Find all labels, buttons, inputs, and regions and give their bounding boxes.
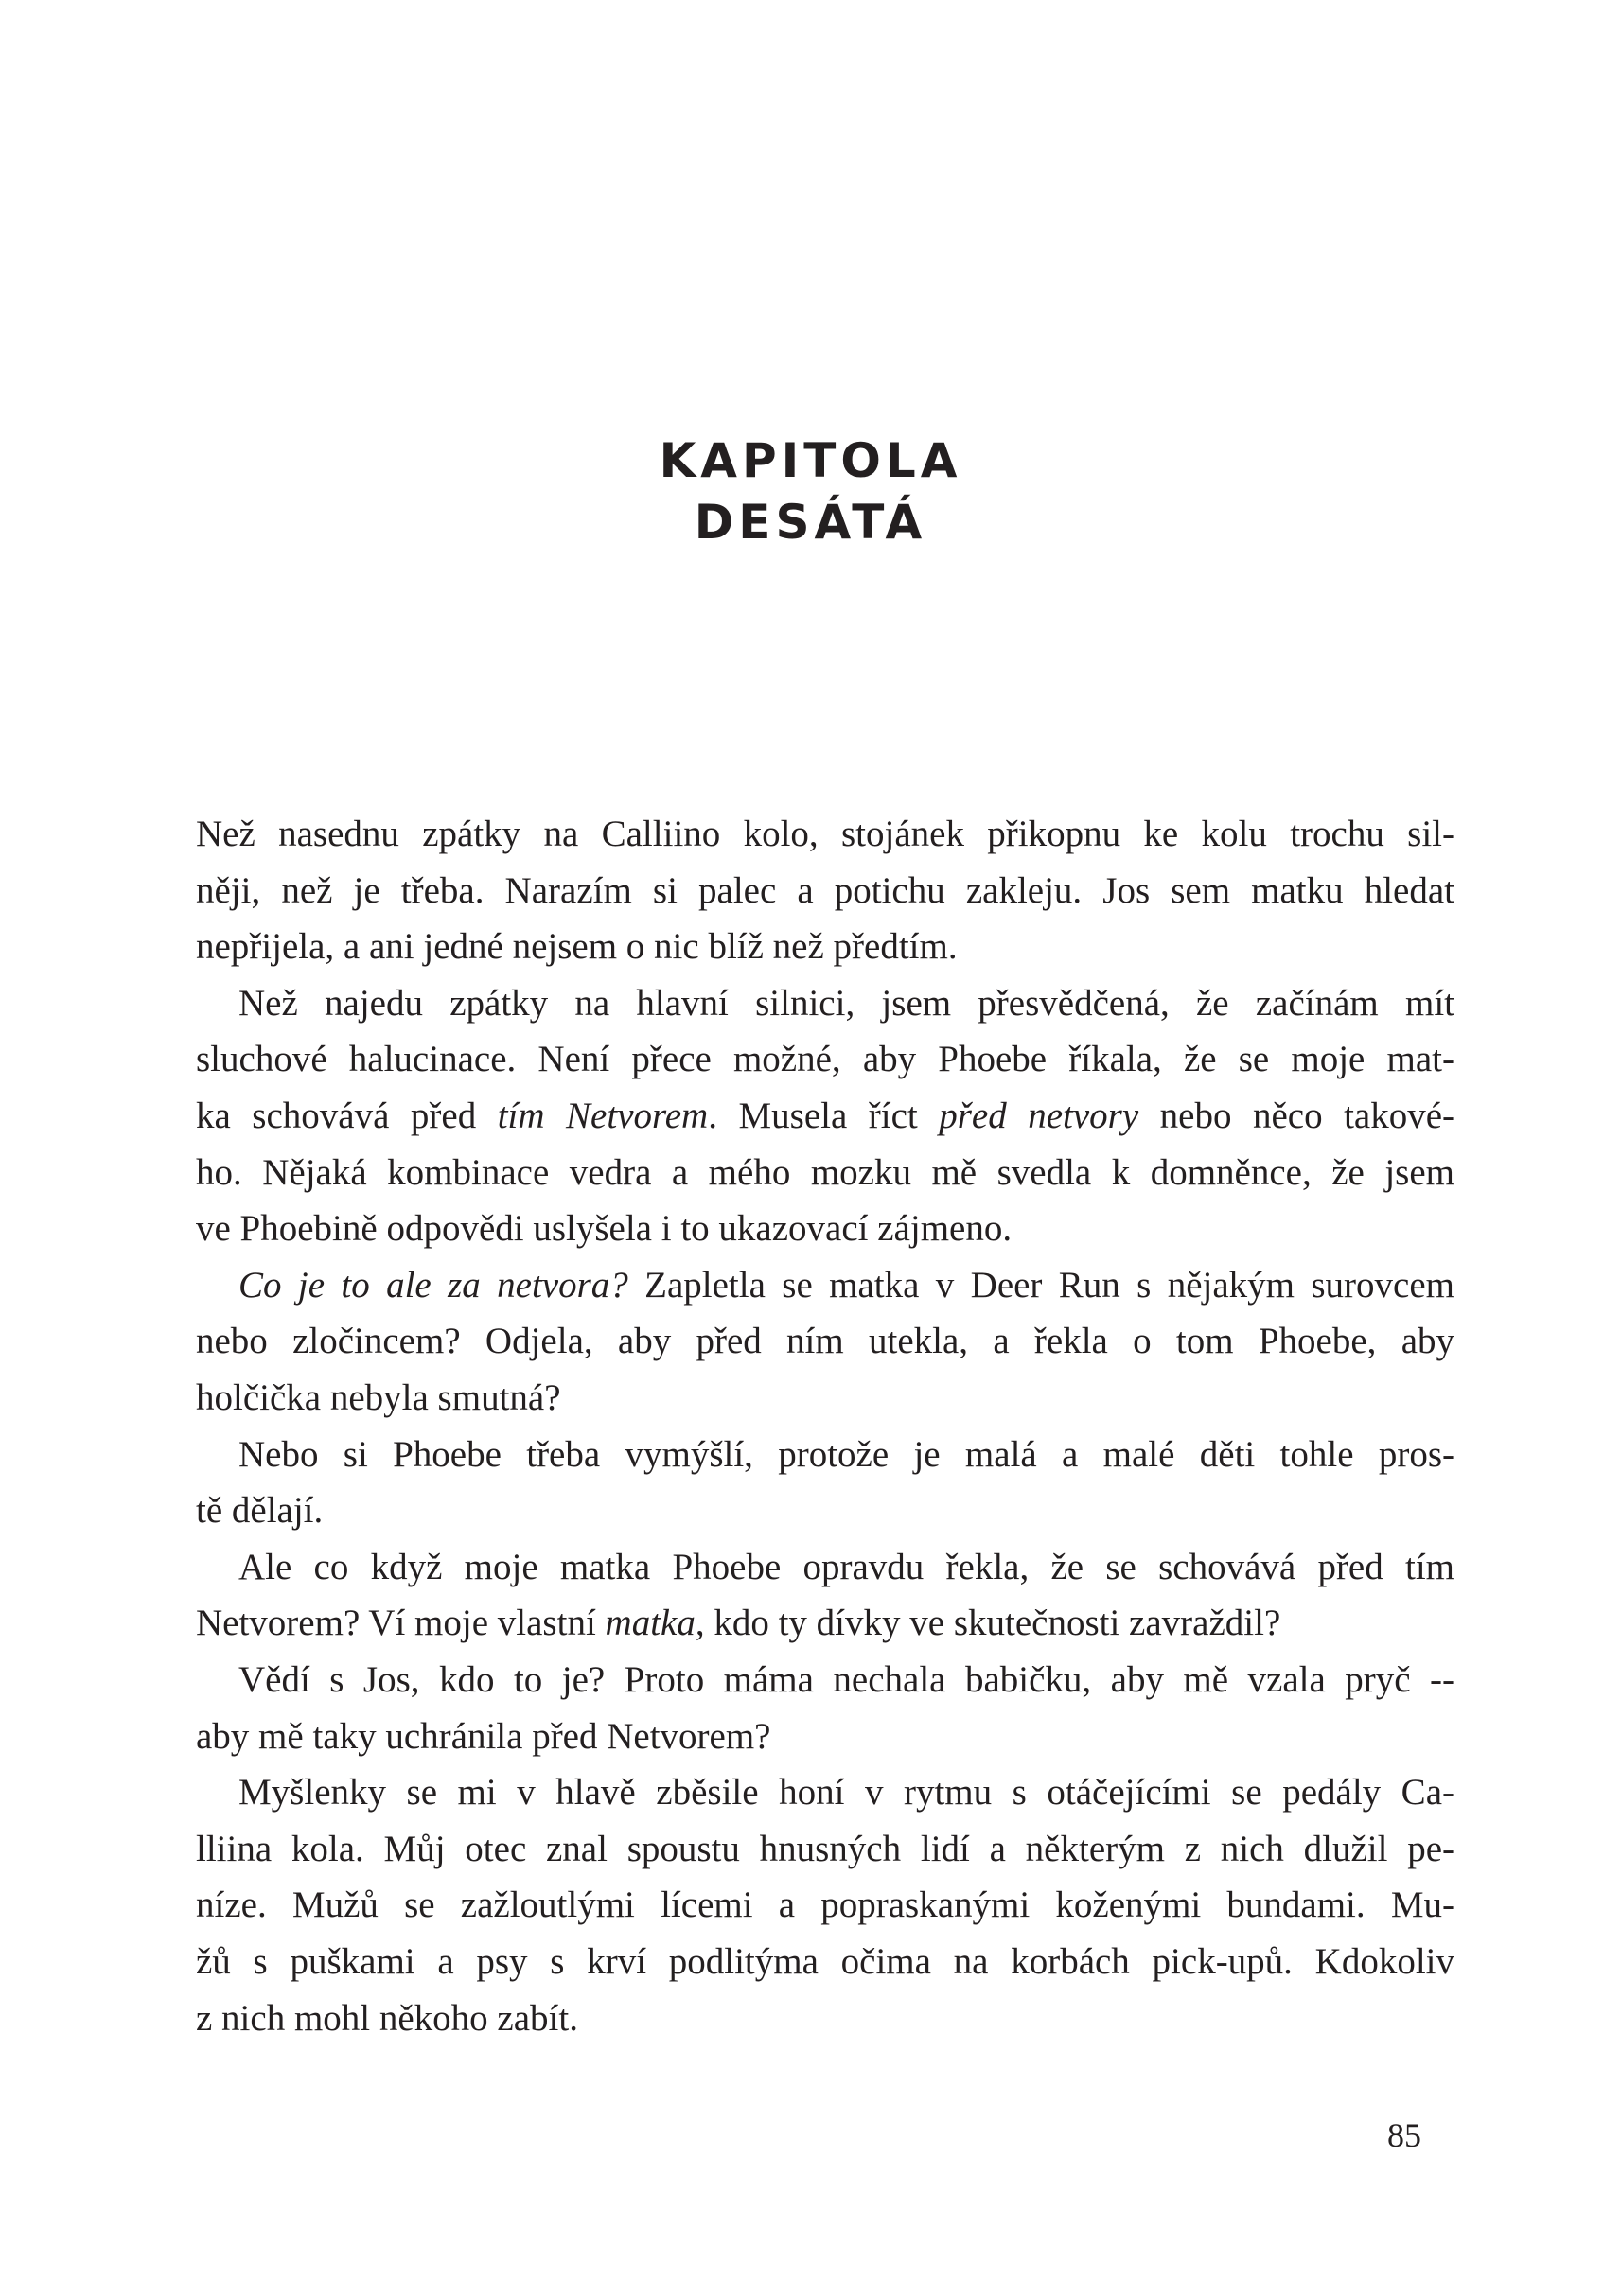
italic-text: před netvory xyxy=(939,1095,1139,1136)
text-line xyxy=(196,863,1454,920)
text-segment: ve Phoebině odpovědi uslyšela i to ukazovací zájmeno. xyxy=(196,1208,1013,1250)
text-line xyxy=(196,1595,1454,1652)
text-line xyxy=(238,1764,1454,1821)
text-segment: nebo zločincem? Odjela, aby před ním utekla, a řekla o tom Phoebe, aby xyxy=(196,1321,1454,1362)
text-line xyxy=(238,1427,1454,1483)
text-line xyxy=(196,1934,1454,1990)
text-segment: holčička nebyla smutná? xyxy=(196,1377,561,1418)
text-segment: Vědí s Jos, kdo to je? Proto máma nechala babičku, aby mě vzala pryč -- xyxy=(238,1659,1454,1700)
italic-text: matka xyxy=(605,1603,696,1644)
text-line xyxy=(196,1709,1454,1765)
text-segment: ho. Nějaká kombinace vedra a mého mozku mě svedla k domněnce, že jsem xyxy=(196,1151,1454,1193)
text-segment: níze. Mužů se zažloutlými lícemi a popraskanými koženými bundami. Mu- xyxy=(196,1884,1454,1926)
text-line xyxy=(196,1031,1454,1088)
text-line xyxy=(196,1088,1454,1145)
text-line xyxy=(196,1482,1454,1539)
italic-text: Co je to ale za netvora? xyxy=(238,1264,628,1306)
text-line xyxy=(196,806,1454,863)
text-line xyxy=(238,1257,1454,1314)
chapter-title-line-2: DESÁTÁ xyxy=(694,495,927,550)
text-segment: Ale co když moje matka Phoebe opravdu řekla, že se schovává před tím xyxy=(238,1546,1454,1587)
page-number: 85 xyxy=(1387,2116,1421,2154)
text-segment: . Musela říct xyxy=(708,1095,940,1136)
text-line xyxy=(196,1313,1454,1370)
text-segment: , kdo ty dívky ve skutečnosti zavraždil? xyxy=(695,1603,1281,1644)
text-line xyxy=(196,1201,1454,1257)
text-line xyxy=(196,919,1454,975)
text-segment: žů s puškami a psy s krví podlitýma očima na korbách pick-upů. Kdokoliv xyxy=(196,1941,1454,1982)
text-segment: Zapletla se matka v Deer Run s nějakým surovcem xyxy=(627,1264,1454,1306)
text-line xyxy=(196,1145,1454,1201)
text-segment: sluchové halucinace. Není přece možné, aby Phoebe říkala, že se moje mat- xyxy=(196,1039,1454,1080)
text-segment: tě dělají. xyxy=(196,1490,324,1532)
text-line xyxy=(238,1539,1454,1596)
text-line xyxy=(238,1652,1454,1709)
text-line xyxy=(196,1370,1454,1427)
text-segment: ka schovává před xyxy=(196,1095,498,1136)
text-segment: Netvorem? Ví moje vlastní xyxy=(196,1603,606,1644)
text-segment: Než najedu zpátky na hlavní silnici, jsem přesvědčená, že začínám mít xyxy=(238,982,1454,1024)
text-segment: Myšlenky se mi v hlavě zběsile honí v rytmu s otáčejícími se pedály Ca- xyxy=(238,1772,1454,1814)
text-line xyxy=(196,1877,1454,1934)
text-segment: Nebo si Phoebe třeba vymýšlí, protože je malá a malé děti tohle pros- xyxy=(238,1433,1454,1475)
italic-text: tím Netvorem xyxy=(497,1095,709,1136)
text-segment: nepřijela, a ani jedné nejsem o nic blíž než předtím. xyxy=(196,926,958,968)
text-segment: Než nasednu zpátky na Calliino kolo, stojánek přikopnu ke kolu trochu sil- xyxy=(196,814,1454,854)
text-segment: lliina kola. Můj otec znal spoustu hnusných lidí a některým z nich dlužil pe- xyxy=(196,1828,1454,1869)
text-line xyxy=(238,975,1454,1032)
text-segment: z nich mohl někoho zabít. xyxy=(196,1997,578,2039)
text-line xyxy=(196,1990,1454,2047)
text-segment: nebo něco takové- xyxy=(1138,1095,1455,1136)
text-segment: něji, než je třeba. Narazím si palec a potichu zakleju. Jos sem matku hledat xyxy=(196,869,1454,911)
text-segment: aby mě taky uchránila před Netvorem? xyxy=(196,1715,771,1757)
chapter-title-line-1: KAPITOLA xyxy=(659,433,962,488)
text-line xyxy=(196,1821,1454,1878)
